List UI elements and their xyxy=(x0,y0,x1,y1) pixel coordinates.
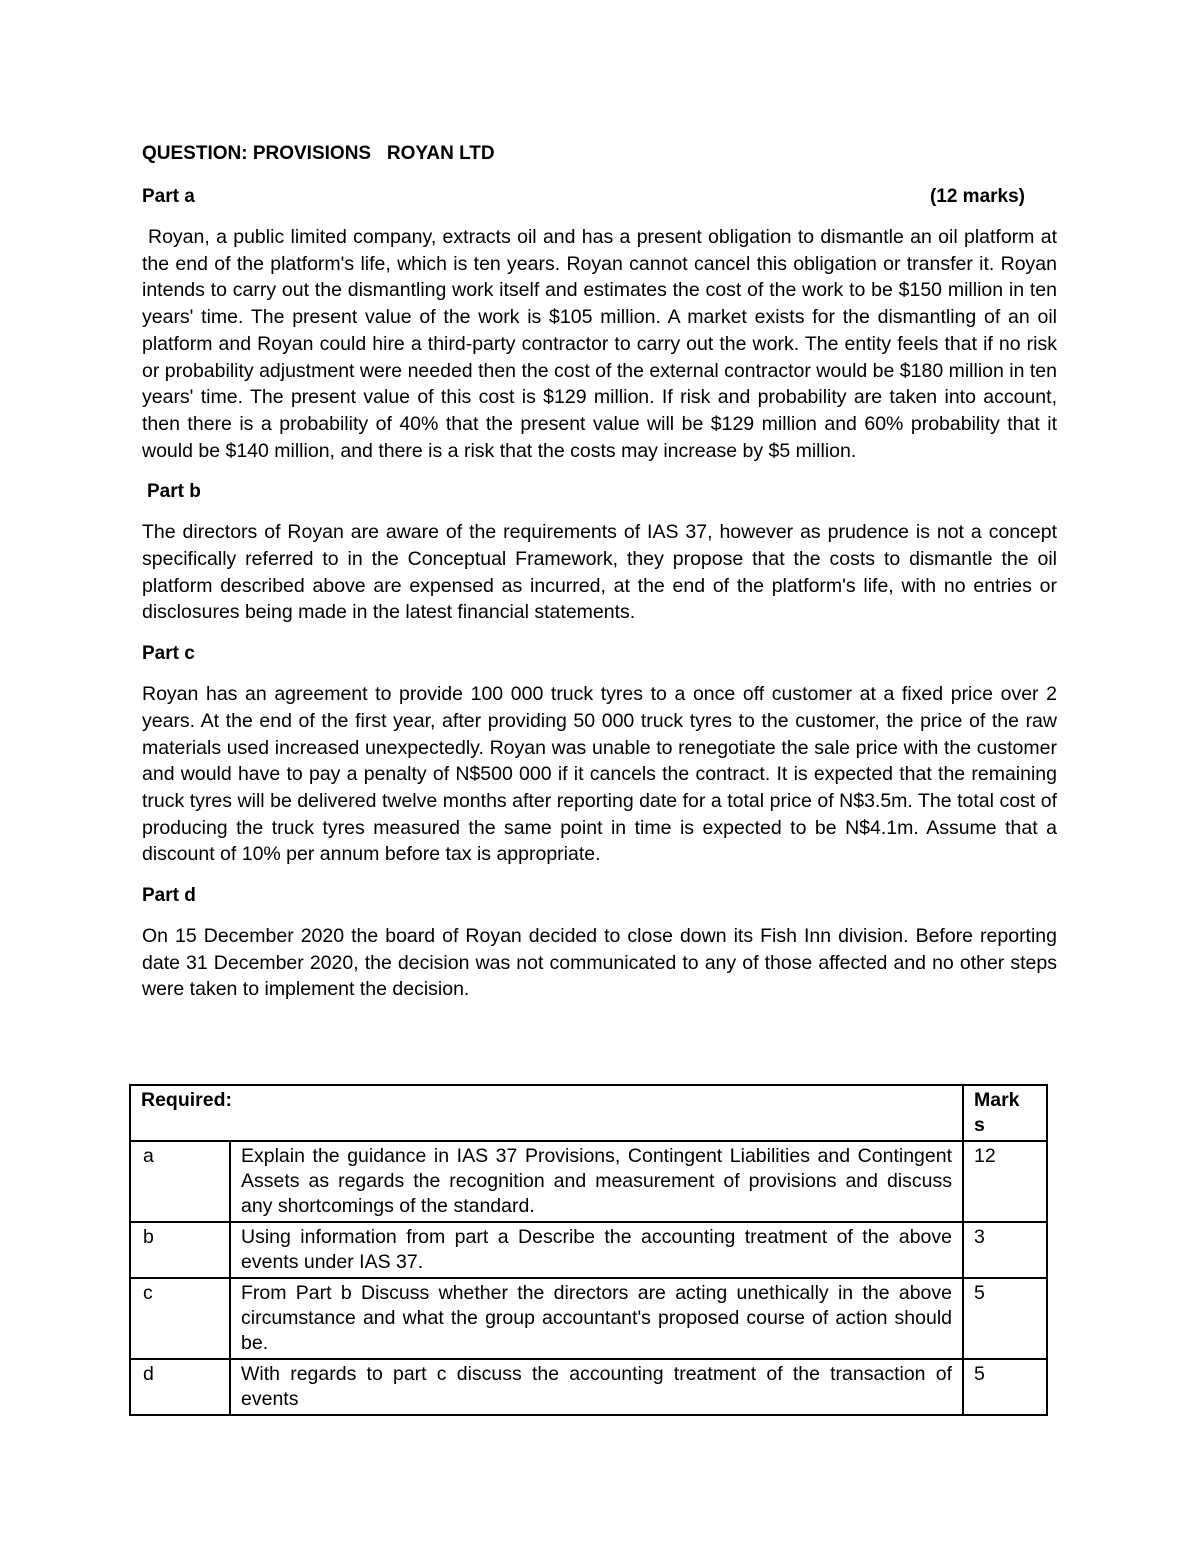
row-marks: 5 xyxy=(963,1359,1047,1415)
page-title: QUESTION: PROVISIONS ROYAN LTD xyxy=(142,143,495,164)
part-d-heading-row xyxy=(142,882,1057,909)
row-letter: d xyxy=(130,1359,230,1415)
part-a-text: Royan, a public limited company, extracts oil and has a present obligation to dismantle an oil platform at the end of the platform's life, which is ten years. Royan cannot cancel this obligation or transfer it. Royan intends to carry out the dismantling work itself and estimates the cost of the work to be $150 million in ten years' time. The present value of the work is $105 million. A market exists for the dismantling of an oil platform and Royan could hire a third-party contractor to carry out the work. The entity feels that if no risk or probability adjustment were needed then the cost of the external contractor would be $180 million in ten years' time. The present value of this cost is $129 million. If risk and probability are taken into account, then there is a probability of 40% that the present value will be $129 million and 60% probability that it would be $140 million, and there is a risk that the costs may increase by $5 million. xyxy=(142,226,1057,462)
row-marks: 12 xyxy=(963,1141,1047,1222)
part-a-heading-row xyxy=(142,183,1057,210)
table-row xyxy=(130,1141,1047,1222)
part-b-heading-row xyxy=(142,478,1057,505)
row-letter: a xyxy=(130,1141,230,1222)
row-description: From Part b Discuss whether the directors are acting unethically in the above circumstance and what the group accountant's proposed course of action should be. xyxy=(230,1278,963,1359)
row-marks: 3 xyxy=(963,1222,1047,1278)
required-header-label: Required: xyxy=(130,1085,963,1141)
required-header-marks xyxy=(963,1085,1047,1141)
row-letter: b xyxy=(130,1222,230,1278)
row-description: Using information from part a Describe the accounting treatment of the above events under IAS 37. xyxy=(230,1222,963,1278)
part-a-marks: (12 marks) xyxy=(929,186,1025,207)
document-page xyxy=(142,140,1057,1017)
part-b-text: The directors of Royan are aware of the requirements of IAS 37, however as prudence is not a concept specifically referred to in the Conceptual Framework, they propose that the costs to dismantle the oil platform described above are expensed as incurred, at the end of the platform's life, with no entries or disclosures being made in the latest financial statements. xyxy=(142,521,1057,624)
marks-header-line1: Mark xyxy=(974,1089,1020,1111)
table-row xyxy=(130,1222,1047,1278)
required-table xyxy=(129,1084,1048,1416)
part-c-text: Royan has an agreement to provide 100 000 truck tyres to a once off customer at a fixed price over 2 years. At the end of the first year, after providing 50 000 truck tyres to the customer, the price of the raw materials used increased unexpectedly. Royan was unable to renegotiate the sale price with the customer and would have to pay a penalty of N$500 000 if it cancels the contract. It is expected that the remaining truck tyres will be delivered twelve months after reporting date for a total price of N$3.5m. The total cost of producing the truck tyres measured the same point in time is expected to be N$4.1m. Assume that a discount of 10% per annum before tax is appropriate. xyxy=(142,683,1057,866)
required-table-header xyxy=(130,1085,1047,1141)
row-description: Explain the guidance in IAS 37 Provisions, Contingent Liabilities and Contingent Assets as regards the recognition and measurement of provisions and discuss any shortcomings of the standard. xyxy=(230,1141,963,1222)
part-d-text: On 15 December 2020 the board of Royan decided to close down its Fish Inn division. Before reporting date 31 December 2020, the decision was not communicated to any of those affected and no other steps were taken to implement the decision. xyxy=(142,925,1057,1001)
part-c-heading-row xyxy=(142,640,1057,667)
row-description: With regards to part c discuss the accounting treatment of the transaction of events xyxy=(230,1359,963,1415)
table-row xyxy=(130,1278,1047,1359)
row-letter: c xyxy=(130,1278,230,1359)
marks-header-line2: s xyxy=(974,1114,985,1136)
table-row xyxy=(130,1359,1047,1415)
part-d-heading: Part d xyxy=(142,885,196,907)
part-c-heading: Part c xyxy=(142,643,195,665)
part-a-heading: Part a xyxy=(142,186,195,207)
row-marks: 5 xyxy=(963,1278,1047,1359)
part-b-heading: Part b xyxy=(147,481,201,503)
